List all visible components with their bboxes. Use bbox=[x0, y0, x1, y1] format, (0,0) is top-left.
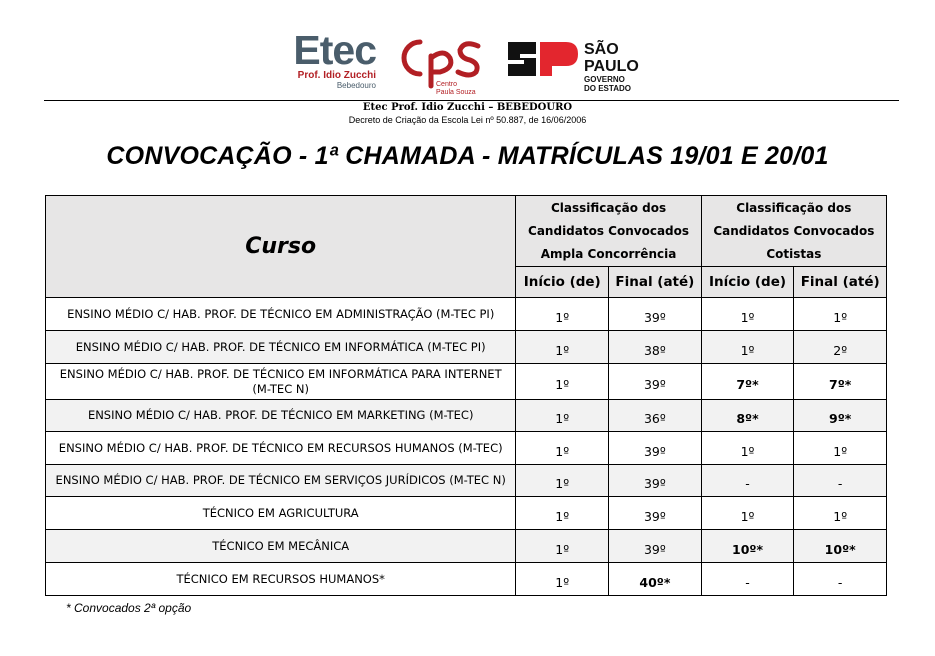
ampla-end-cell: 40º* bbox=[609, 563, 702, 596]
cotistas-end-cell: 1º bbox=[794, 497, 887, 530]
ampla-start-cell: 1º bbox=[516, 400, 609, 432]
cotistas-start-cell: 7º* bbox=[701, 364, 794, 400]
footnote: * Convocados 2ª opção bbox=[66, 601, 192, 615]
cotistas-start-cell: 1º bbox=[701, 331, 794, 364]
ampla-end-cell: 39º bbox=[609, 432, 702, 465]
course-cell: ENSINO MÉDIO C/ HAB. PROF. DE TÉCNICO EM SERVIÇOS JURÍDICOS (M-TEC N) bbox=[46, 465, 516, 497]
logo-bar bbox=[0, 27, 935, 100]
cotistas-start-cell: - bbox=[701, 465, 794, 497]
cotistas-start-cell: - bbox=[701, 563, 794, 596]
cotistas-start-cell: 1º bbox=[701, 432, 794, 465]
course-cell: ENSINO MÉDIO C/ HAB. PROF. DE TÉCNICO EM INFORMÁTICA (M-TEC PI) bbox=[46, 331, 516, 364]
ampla-end-cell: 38º bbox=[609, 331, 702, 364]
table-header-row bbox=[46, 196, 887, 267]
cotistas-group-header bbox=[701, 196, 886, 267]
cotistas-end-cell: 1º bbox=[794, 298, 887, 331]
cotistas-start-header: Início (de) bbox=[701, 267, 794, 298]
sao-paulo-logo bbox=[506, 36, 656, 100]
table-row bbox=[46, 432, 887, 465]
ampla-start-cell: 1º bbox=[516, 432, 609, 465]
decree-text: Decreto de Criação da Escola Lei nº 50.887, de 16/06/2006 bbox=[348, 115, 587, 125]
ampla-start-cell: 1º bbox=[516, 331, 609, 364]
ampla-end-cell: 39º bbox=[609, 364, 702, 400]
header-divider bbox=[44, 100, 899, 101]
course-cell: TÉCNICO EM MECÂNICA bbox=[46, 530, 516, 563]
ampla-end-cell: 39º bbox=[609, 298, 702, 331]
sp-logo-line3: GOVERNO bbox=[584, 75, 625, 84]
etec-logo-name: Etec bbox=[293, 27, 376, 73]
ampla-end-cell: 36º bbox=[609, 400, 702, 432]
cotistas-end-cell: 1º bbox=[794, 432, 887, 465]
school-name: Etec Prof. Idio Zucchi – BEBEDOURO bbox=[362, 102, 573, 113]
cotistas-start-cell: 1º bbox=[701, 298, 794, 331]
ampla-start-cell: 1º bbox=[516, 364, 609, 400]
sp-logo-line2: PAULO bbox=[584, 58, 639, 75]
etec-logo bbox=[281, 27, 376, 91]
course-cell: TÉCNICO EM AGRICULTURA bbox=[46, 497, 516, 530]
cotistas-header-line: Classificação dos bbox=[736, 200, 852, 215]
cotistas-start-cell: 1º bbox=[701, 497, 794, 530]
etec-logo-line2: Bebedouro bbox=[336, 81, 376, 90]
ampla-start-cell: 1º bbox=[516, 298, 609, 331]
cotistas-start-cell: 8º* bbox=[701, 400, 794, 432]
cotistas-end-cell: 7º* bbox=[794, 364, 887, 400]
etec-logo-line1: Prof. Idio Zucchi bbox=[297, 70, 376, 81]
cotistas-end-cell: - bbox=[794, 465, 887, 497]
convocation-table bbox=[45, 195, 887, 596]
cps-logo-line2: Paula Souza bbox=[436, 89, 476, 96]
ampla-start-cell: 1º bbox=[516, 497, 609, 530]
cotistas-end-cell: 10º* bbox=[794, 530, 887, 563]
course-cell: ENSINO MÉDIO C/ HAB. PROF. DE TÉCNICO EM ADMINISTRAÇÃO (M-TEC PI) bbox=[46, 298, 516, 331]
ampla-end-cell: 39º bbox=[609, 497, 702, 530]
table-row bbox=[46, 400, 887, 432]
ampla-end-header: Final (até) bbox=[609, 267, 702, 298]
ampla-header-line: Ampla Concorrência bbox=[540, 246, 677, 261]
page-title: CONVOCAÇÃO - 1ª CHAMADA - MATRÍCULAS 19/01 E 20/01 bbox=[106, 142, 829, 170]
course-column-header: Curso bbox=[46, 196, 516, 298]
ampla-start-header: Início (de) bbox=[516, 267, 609, 298]
table-row bbox=[46, 465, 887, 497]
sp-logo-line1: SÃO bbox=[584, 41, 619, 58]
ampla-header-line: Classificação dos bbox=[550, 200, 667, 215]
course-cell: TÉCNICO EM RECURSOS HUMANOS* bbox=[46, 563, 516, 596]
course-cell: ENSINO MÉDIO C/ HAB. PROF. DE TÉCNICO EM INFORMÁTICA PARA INTERNET (M-TEC N) bbox=[46, 364, 516, 400]
ampla-start-cell: 1º bbox=[516, 465, 609, 497]
cotistas-start-cell: 10º* bbox=[701, 530, 794, 563]
course-cell: ENSINO MÉDIO C/ HAB. PROF. DE TÉCNICO EM RECURSOS HUMANOS (M-TEC) bbox=[46, 432, 516, 465]
table-row bbox=[46, 563, 887, 596]
cps-logo-line1: Centro bbox=[436, 81, 458, 88]
cotistas-end-header: Final (até) bbox=[794, 267, 887, 298]
ampla-start-cell: 1º bbox=[516, 563, 609, 596]
cotistas-header-line: Cotistas bbox=[766, 246, 822, 261]
sp-logo-line4: DO ESTADO bbox=[584, 84, 631, 93]
table-row bbox=[46, 298, 887, 331]
course-cell: ENSINO MÉDIO C/ HAB. PROF. DE TÉCNICO EM MARKETING (M-TEC) bbox=[46, 400, 516, 432]
table-row bbox=[46, 497, 887, 530]
table-row bbox=[46, 331, 887, 364]
ampla-header-line: Candidatos Convocados bbox=[528, 223, 690, 238]
ampla-end-cell: 39º bbox=[609, 465, 702, 497]
table-row bbox=[46, 364, 887, 400]
cotistas-end-cell: - bbox=[794, 563, 887, 596]
ampla-start-cell: 1º bbox=[516, 530, 609, 563]
table-row bbox=[46, 530, 887, 563]
cotistas-end-cell: 9º* bbox=[794, 400, 887, 432]
ampla-group-header bbox=[516, 196, 701, 267]
ampla-end-cell: 39º bbox=[609, 530, 702, 563]
cotistas-end-cell: 2º bbox=[794, 331, 887, 364]
cotistas-header-line: Candidatos Convocados bbox=[713, 223, 875, 238]
cps-logo bbox=[398, 34, 488, 98]
